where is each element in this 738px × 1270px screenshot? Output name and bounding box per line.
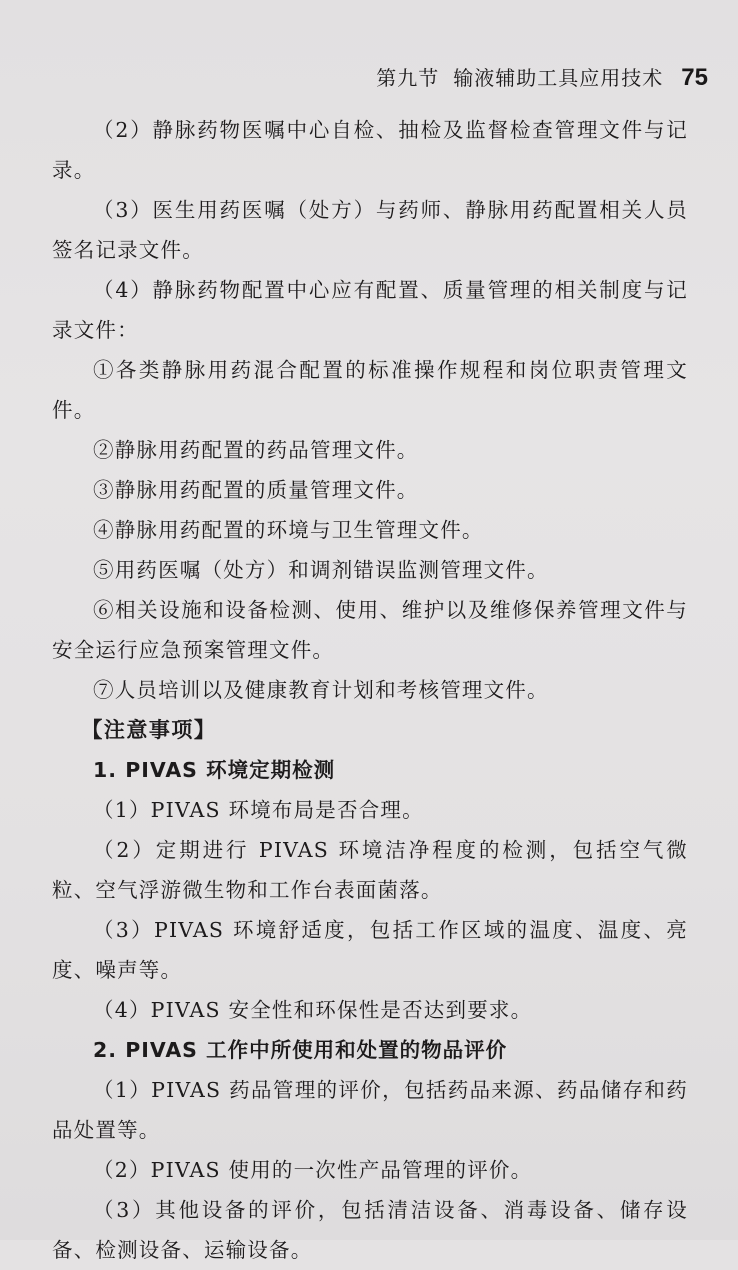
env-item-4: （4）PIVAS 安全性和环保性是否达到要求。 bbox=[93, 998, 533, 1022]
env-item-2: （2）定期进行 PIVAS 环境洁净程度的检测，包括空气微粒、空气浮游微生物和工作台表面菌落。 bbox=[52, 838, 688, 902]
eval-item-2: （2）PIVAS 使用的一次性产品管理的评价。 bbox=[93, 1158, 533, 1182]
list-item-4: ④静脉用药配置的环境与卫生管理文件。 bbox=[93, 518, 484, 542]
header-section: 第九节 bbox=[376, 66, 440, 90]
eval-item-3: （3）其他设备的评价，包括清洁设备、消毒设备、储存设备、检测设备、运输设备。 bbox=[52, 1198, 688, 1262]
env-item-1: （1）PIVAS 环境布局是否合理。 bbox=[93, 798, 424, 822]
paragraph-2: （2）静脉药物医嘱中心自检、抽检及监督检查管理文件与记录。 bbox=[52, 118, 688, 182]
list-item-6: ⑥相关设施和设备检测、使用、维护以及维修保养管理文件与安全运行应急预案管理文件。 bbox=[52, 598, 688, 662]
env-item-3: （3）PIVAS 环境舒适度，包括工作区域的温度、温度、亮度、噪声等。 bbox=[52, 918, 688, 982]
list-item-7: ⑦人员培训以及健康教育计划和考核管理文件。 bbox=[93, 678, 549, 702]
subheading-items-evaluation: 2. PIVAS 工作中所使用和处置的物品评价 bbox=[93, 1038, 508, 1062]
page-number: 75 bbox=[681, 64, 708, 91]
eval-item-1: （1）PIVAS 药品管理的评价，包括药品来源、药品储存和药品处置等。 bbox=[52, 1078, 688, 1142]
list-item-5: ⑤用药医嘱（处方）和调剂错误监测管理文件。 bbox=[93, 558, 549, 582]
paragraph-3: （3）医生用药医嘱（处方）与药师、静脉用药配置相关人员签名记录文件。 bbox=[52, 198, 688, 262]
notice-heading: 【注意事项】 bbox=[81, 718, 217, 742]
running-header bbox=[376, 62, 708, 92]
subheading-environment-check: 1. PIVAS 环境定期检测 bbox=[93, 758, 336, 782]
page-body bbox=[52, 110, 688, 1270]
paragraph-4: （4）静脉药物配置中心应有配置、质量管理的相关制度与记录文件： bbox=[52, 278, 688, 342]
list-item-2: ②静脉用药配置的药品管理文件。 bbox=[93, 438, 419, 462]
header-chapter-title: 输液辅助工具应用技术 bbox=[453, 66, 664, 90]
list-item-1: ①各类静脉用药混合配置的标准操作规程和岗位职责管理文件。 bbox=[52, 358, 688, 422]
list-item-3: ③静脉用药配置的质量管理文件。 bbox=[93, 478, 419, 502]
